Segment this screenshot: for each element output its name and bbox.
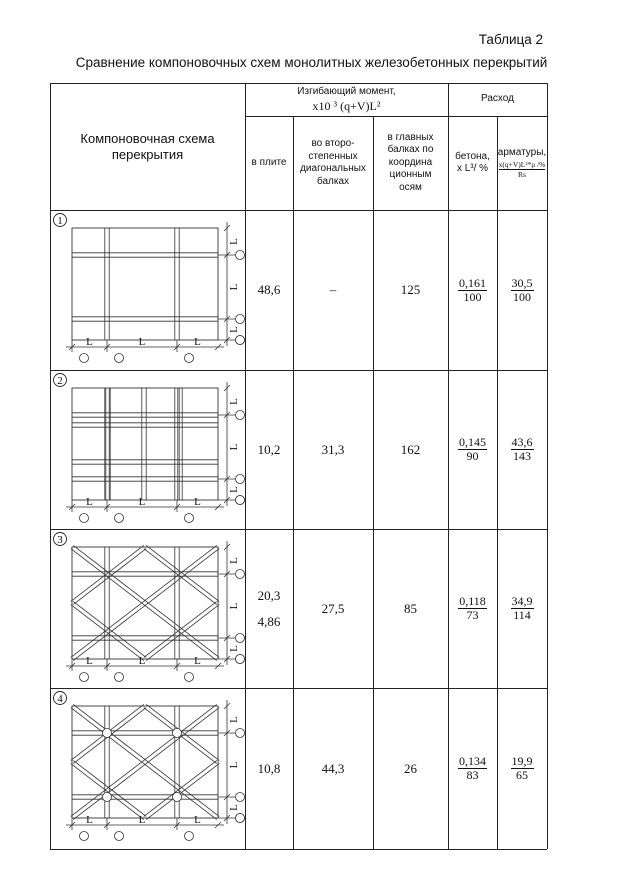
span-label-bottom: L <box>86 336 93 348</box>
diagonal-beam <box>144 760 217 816</box>
cell-slab-moment <box>245 210 293 370</box>
axis-bubble-bottom <box>185 354 194 363</box>
concrete-denominator: 83 <box>466 768 479 782</box>
cell-rebar-consumption <box>497 529 547 688</box>
header-moment-formula: x10 ³ (q+V)L² <box>312 98 381 113</box>
span-label-bottom: L <box>138 814 146 826</box>
axis-bubble-right <box>236 634 245 643</box>
span-label-bottom: L <box>86 814 93 826</box>
scheme-outline <box>72 388 218 500</box>
span-label-right: L <box>228 238 240 245</box>
concrete-denominator: 73 <box>466 608 479 622</box>
rebar-fraction <box>511 277 534 304</box>
scheme-drawing-3 <box>50 529 245 688</box>
slab-moment-value: 10,8 <box>257 760 281 776</box>
concrete-numerator: 0,118 <box>459 594 486 608</box>
header-rebar-formula: x(q+V)L²*ρ /% <box>498 159 546 169</box>
rebar-denominator: 114 <box>513 608 531 622</box>
header-moment-group <box>245 83 448 116</box>
header-col-rebar <box>497 116 547 210</box>
span-label-bottom: L <box>194 814 201 826</box>
diagonal-beam <box>71 549 217 661</box>
column-circle <box>173 793 182 802</box>
slab-moment-value: 20,3 <box>257 587 281 603</box>
column-circle <box>103 729 112 738</box>
cell-rebar-consumption <box>497 210 547 370</box>
header-col-secondary: во второ-степенных диагональных балках <box>300 138 366 187</box>
axis-bubble-bottom <box>185 673 194 682</box>
table-border-right <box>547 83 548 849</box>
diagonal-beam <box>71 545 144 601</box>
cell-main-moment: 26 <box>404 760 417 776</box>
diagonal-beam <box>71 708 217 820</box>
cell-slab-moment <box>245 688 293 849</box>
diagonal-beam <box>73 760 146 816</box>
cell-main-moment: 85 <box>404 600 417 616</box>
header-col-main: в главных балках по координа ционным осям <box>387 131 434 193</box>
column-circle <box>173 729 182 738</box>
slab-moment-value: 48,6 <box>257 282 281 297</box>
axis-bubble-right <box>236 570 245 579</box>
axis-bubble-right <box>236 793 245 802</box>
header-scheme: Компоновочная схема перекрытия <box>80 130 215 162</box>
concrete-denominator: 90 <box>466 449 479 463</box>
scheme-outline <box>72 547 218 659</box>
scheme-drawing-2 <box>50 370 245 529</box>
rebar-denominator: 100 <box>513 289 531 304</box>
rebar-denominator: 143 <box>513 449 531 463</box>
scheme-drawing-4 <box>50 688 245 849</box>
axis-bubble-right <box>236 475 245 484</box>
diagonal-beam <box>73 704 219 816</box>
axis-bubble-right <box>236 336 245 345</box>
axis-bubble-bottom <box>185 514 194 523</box>
header-rebar-denominator: Rs <box>518 169 526 179</box>
axis-bubble-bottom <box>115 354 124 363</box>
diagonal-beam <box>146 545 219 601</box>
diagonal-beam <box>146 764 219 820</box>
span-label-right: L <box>228 761 240 769</box>
diagonal-beam <box>146 704 219 760</box>
span-label-bottom: L <box>86 496 93 508</box>
concrete-fraction <box>458 755 487 782</box>
span-label-right: L <box>228 326 240 333</box>
span-label-right: L <box>228 557 240 564</box>
table-number: Таблица 2 <box>478 32 543 47</box>
span-label-right: L <box>228 645 240 652</box>
axis-bubble-right <box>236 315 245 324</box>
rebar-numerator: 34,9 <box>511 594 533 608</box>
scheme-number: 1 <box>57 215 63 227</box>
scheme-drawing-1 <box>50 210 245 370</box>
table-border-bottom <box>50 849 547 850</box>
cell-main-moment: 162 <box>400 441 421 457</box>
axis-bubble-right <box>236 655 245 664</box>
axis-bubble-bottom <box>185 832 194 841</box>
axis-bubble-bottom <box>80 354 89 363</box>
rebar-numerator: 43,6 <box>511 435 533 449</box>
scheme-number: 3 <box>57 534 63 546</box>
concrete-fraction <box>458 595 487 622</box>
span-label-bottom: L <box>138 496 146 508</box>
scheme-number: 2 <box>57 375 63 387</box>
span-label-right: L <box>228 716 240 723</box>
header-col-concrete: бетона, x L³/ % <box>455 150 490 174</box>
axis-bubble-right <box>236 814 245 823</box>
cell-rebar-consumption <box>497 688 547 849</box>
header-col-slab: в плите <box>251 156 287 168</box>
axis-bubble-bottom <box>80 673 89 682</box>
column-circle <box>103 793 112 802</box>
rebar-numerator: 19,9 <box>511 754 533 768</box>
diagonal-beam <box>73 708 219 820</box>
span-label-right: L <box>228 443 240 451</box>
slab-moment-value: 10,2 <box>257 441 281 457</box>
span-label-bottom: L <box>194 496 201 508</box>
cell-secondary-moment: 44,3 <box>321 760 345 776</box>
axis-bubble-right <box>236 729 245 738</box>
rebar-fraction <box>511 755 534 782</box>
span-label-bottom: L <box>194 655 201 667</box>
span-label-right: L <box>228 486 240 493</box>
cell-slab-moment <box>245 529 293 688</box>
span-label-bottom: L <box>194 336 201 348</box>
diagonal-beam <box>71 704 217 816</box>
span-label-right: L <box>228 602 240 610</box>
span-label-right: L <box>228 398 240 405</box>
cell-secondary-moment: – <box>329 282 337 297</box>
concrete-numerator: 0,134 <box>459 754 486 768</box>
rebar-numerator: 30,5 <box>511 275 533 290</box>
axis-bubble-right <box>236 496 245 505</box>
span-label-right: L <box>228 283 240 291</box>
span-label-bottom: L <box>138 336 146 348</box>
header-moment-label: Изгибающий момент, <box>297 86 396 98</box>
axis-bubble-bottom <box>115 514 124 523</box>
rebar-fraction <box>511 595 534 622</box>
concrete-numerator: 0,161 <box>459 275 486 290</box>
comparison-table <box>50 83 547 849</box>
cell-concrete-consumption <box>448 529 497 688</box>
span-label-bottom: L <box>138 655 146 667</box>
header-consumption-group: Расход <box>481 93 514 105</box>
axis-bubble-right <box>236 411 245 420</box>
cell-main-moment: 125 <box>400 282 421 297</box>
concrete-fraction <box>458 277 487 304</box>
scheme-number: 4 <box>57 693 63 705</box>
diagonal-beam <box>73 549 219 661</box>
scheme-outline <box>72 706 218 818</box>
span-label-bottom: L <box>86 655 93 667</box>
cell-concrete-consumption <box>448 688 497 849</box>
table-title: Сравнение компоновочных схем монолитных железобетонных перекрытий <box>75 55 548 70</box>
concrete-denominator: 100 <box>463 289 482 304</box>
diagonal-beam <box>71 764 144 820</box>
axis-bubble-bottom <box>115 832 124 841</box>
diagonal-beam <box>73 545 219 657</box>
diagonal-beam <box>73 601 146 657</box>
diagonal-beam <box>71 545 217 657</box>
cell-secondary-moment: 27,5 <box>321 600 345 616</box>
cell-slab-moment <box>245 370 293 529</box>
header-rebar-label: арматуры, <box>497 147 547 159</box>
axis-bubble-bottom <box>115 673 124 682</box>
concrete-fraction <box>458 436 487 463</box>
rebar-fraction <box>511 436 534 463</box>
span-label-right: L <box>228 804 240 811</box>
scheme-outline <box>72 228 218 340</box>
axis-bubble-right <box>236 251 245 260</box>
slab-moment-value-2: 4,86 <box>257 613 281 629</box>
concrete-numerator: 0,145 <box>459 435 486 449</box>
cell-concrete-consumption <box>448 370 497 529</box>
rebar-denominator: 65 <box>516 768 528 782</box>
cell-rebar-consumption <box>497 370 547 529</box>
diagonal-beam <box>71 605 144 661</box>
cell-secondary-moment: 31,3 <box>321 441 345 457</box>
axis-bubble-bottom <box>80 514 89 523</box>
diagonal-beam <box>144 601 217 657</box>
diagonal-beam <box>146 605 219 661</box>
axis-bubble-bottom <box>80 832 89 841</box>
cell-concrete-consumption <box>448 210 497 370</box>
